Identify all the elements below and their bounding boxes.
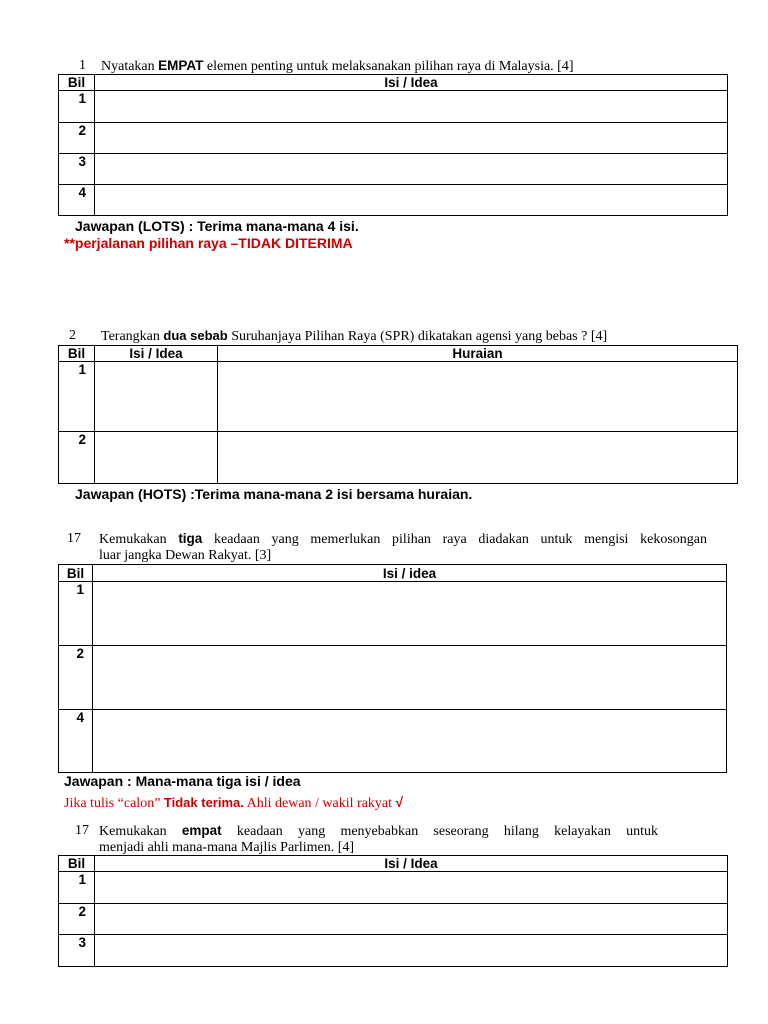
question-text-line2: menjadi ahli mana-mana Majlis Parlimen. [4] xyxy=(99,840,355,855)
answer-scheme-3: Jawapan : Mana-mana tiga isi / idea xyxy=(64,773,301,789)
marking-note-1: **perjalanan pilihan raya –TIDAK DITERIMA xyxy=(64,235,353,251)
question-text xyxy=(101,57,574,75)
question-text xyxy=(99,822,658,840)
answer-cell[interactable] xyxy=(95,904,728,935)
question-number: 1 xyxy=(79,58,86,73)
header-bil: Bil xyxy=(59,346,95,362)
row-number: 1 xyxy=(59,91,95,123)
row-number: 1 xyxy=(59,582,93,646)
row-number: 1 xyxy=(59,362,95,432)
question-text xyxy=(99,530,707,548)
question-number: 17 xyxy=(75,823,89,838)
answer-cell[interactable] xyxy=(95,91,728,123)
row-number: 3 xyxy=(59,935,95,967)
note-keyword: Tidak terima. xyxy=(163,795,244,810)
row-number: 2 xyxy=(59,904,95,935)
answer-cell[interactable] xyxy=(95,872,728,904)
question-2 xyxy=(0,327,768,345)
check-mark-icon: √ xyxy=(395,794,404,810)
question-keyword: dua sebab xyxy=(163,328,228,343)
answer-cell[interactable] xyxy=(93,582,727,646)
answer-table-1 xyxy=(58,74,728,216)
question-text-part: elemen penting untuk melaksanakan pilihan raya di Malaysia. [4] xyxy=(203,59,574,74)
question-text-line2: luar jangka Dewan Rakyat. [3] xyxy=(99,548,272,563)
question-1 xyxy=(0,57,768,75)
note-text-part: Jika tulis “calon” xyxy=(64,796,164,811)
answer-cell[interactable] xyxy=(95,123,728,154)
row-number: 1 xyxy=(59,872,95,904)
row-number: 2 xyxy=(59,123,95,154)
huraian-cell[interactable] xyxy=(218,362,738,432)
answer-table-3 xyxy=(58,564,727,773)
header-bil: Bil xyxy=(59,565,93,582)
isi-cell[interactable] xyxy=(95,432,218,484)
row-number: 2 xyxy=(59,432,95,484)
question-4 xyxy=(0,822,768,858)
question-text-part: keadaan yang memerlukan pilihan raya diadakan untuk mengisi kekosongan xyxy=(202,532,707,547)
header-huraian: Huraian xyxy=(218,346,738,362)
answer-cell[interactable] xyxy=(95,935,728,967)
huraian-cell[interactable] xyxy=(218,432,738,484)
question-keyword: EMPAT xyxy=(158,58,204,73)
answer-cell[interactable] xyxy=(93,710,727,773)
question-number: 2 xyxy=(69,328,76,343)
answer-cell[interactable] xyxy=(95,185,728,216)
marking-note-3 xyxy=(64,794,403,812)
question-text-part: Suruhanjaya Pilihan Raya (SPR) dikatakan agensi yang bebas ? [4] xyxy=(227,329,608,344)
header-isi: Isi / Idea xyxy=(95,75,728,91)
answer-cell[interactable] xyxy=(93,646,727,710)
answer-scheme-2: Jawapan (HOTS) :Terima mana-mana 2 isi bersama huraian. xyxy=(75,486,473,502)
answer-table-4 xyxy=(58,855,728,967)
header-isi: Isi / Idea xyxy=(95,346,218,362)
header-isi: Isi / Idea xyxy=(95,856,728,872)
question-text-part: Nyatakan xyxy=(101,59,159,74)
question-text-part: keadaan yang menyebabkan seseorang hilang kelayakan untuk xyxy=(221,824,658,839)
question-keyword: tiga xyxy=(178,531,203,546)
question-text-part: Kemukakan xyxy=(99,532,179,547)
question-number: 17 xyxy=(67,531,81,546)
answer-table-2 xyxy=(58,345,738,484)
row-number: 4 xyxy=(59,710,93,773)
isi-cell[interactable] xyxy=(95,362,218,432)
answer-scheme-1: Jawapan (LOTS) : Terima mana-mana 4 isi. xyxy=(75,218,359,234)
question-text-part: Kemukakan xyxy=(99,824,182,839)
question-text-part: Terangkan xyxy=(101,329,164,344)
answer-cell[interactable] xyxy=(95,154,728,185)
question-text xyxy=(101,327,607,345)
header-bil: Bil xyxy=(59,856,95,872)
row-number: 2 xyxy=(59,646,93,710)
question-keyword: empat xyxy=(181,823,222,838)
question-3 xyxy=(0,530,768,566)
row-number: 4 xyxy=(59,185,95,216)
note-text-part: Ahli dewan / wakil rakyat xyxy=(243,796,396,811)
header-bil: Bil xyxy=(59,75,95,91)
row-number: 3 xyxy=(59,154,95,185)
header-isi: Isi / idea xyxy=(93,565,727,582)
